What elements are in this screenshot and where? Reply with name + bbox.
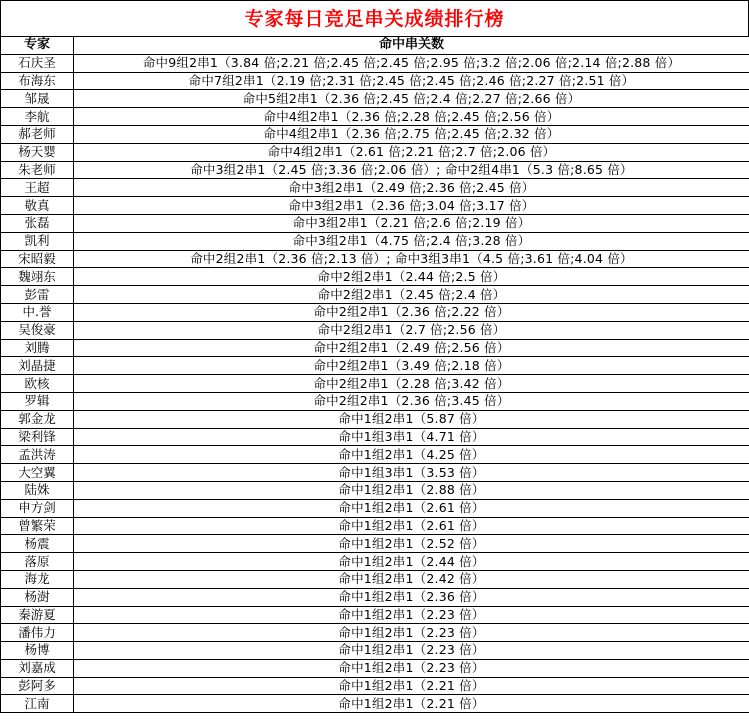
result-cell: 命中2组2串1（3.49 倍;2.18 倍） [74, 357, 749, 375]
result-cell: 命中4组2串1（2.61 倍;2.21 倍;2.7 倍;2.06 倍） [74, 143, 749, 161]
table-row [1, 197, 749, 215]
table-row [1, 499, 749, 517]
result-cell: 命中1组2串1（2.88 倍） [74, 481, 749, 499]
expert-name-cell: 江南 [1, 695, 74, 713]
table-row [1, 143, 749, 161]
result-cell: 命中2组2串1（2.28 倍;3.42 倍） [74, 375, 749, 393]
result-cell: 命中1组3串1（3.53 倍） [74, 464, 749, 482]
table-row [1, 321, 749, 339]
result-cell: 命中2组2串1（2.44 倍;2.5 倍） [74, 268, 749, 286]
table-row [1, 570, 749, 588]
expert-name-cell: 朱老师 [1, 161, 74, 179]
table-row [1, 72, 749, 90]
table-row [1, 125, 749, 143]
expert-name-cell: 海龙 [1, 570, 74, 588]
result-cell: 命中1组2串1（2.52 倍） [74, 535, 749, 553]
result-cell: 命中3组2串1（2.36 倍;3.04 倍;3.17 倍） [74, 197, 749, 215]
table-row [1, 481, 749, 499]
result-cell: 命中3组2串1（2.45 倍;3.36 倍;2.06 倍）; 命中2组4串1（5.3 倍;8.65 倍） [74, 161, 749, 179]
table-row [1, 677, 749, 695]
expert-name-cell: 陆姝 [1, 481, 74, 499]
result-cell: 命中9组2串1（3.84 倍;2.21 倍;2.45 倍;2.45 倍;2.95 倍;3.2 倍;2.06 倍;2.14 倍;2.88 倍） [74, 54, 749, 72]
expert-name-cell: 张磊 [1, 214, 74, 232]
expert-name-cell: 彭雷 [1, 286, 74, 304]
expert-name-cell: 罗辑 [1, 392, 74, 410]
expert-name-cell: 杨澍 [1, 588, 74, 606]
result-cell: 命中3组2串1（2.21 倍;2.6 倍;2.19 倍） [74, 214, 749, 232]
result-cell: 命中4组2串1（2.36 倍;2.75 倍;2.45 倍;2.32 倍） [74, 125, 749, 143]
result-cell: 命中1组2串1（2.61 倍） [74, 517, 749, 535]
result-cell: 命中1组2串1（2.23 倍） [74, 624, 749, 642]
expert-name-cell: 杨博 [1, 642, 74, 660]
table-row [1, 624, 749, 642]
expert-name-cell: 中.誉 [1, 303, 74, 321]
table-row [1, 392, 749, 410]
result-cell: 命中1组2串1（2.61 倍） [74, 499, 749, 517]
expert-name-cell: 敬真 [1, 197, 74, 215]
table-row [1, 286, 749, 304]
expert-name-cell: 大空翼 [1, 464, 74, 482]
expert-name-cell: 秦游夏 [1, 606, 74, 624]
result-cell: 命中7组2串1（2.19 倍;2.31 倍;2.45 倍;2.45 倍;2.46 倍;2.27 倍;2.51 倍） [74, 72, 749, 90]
expert-name-cell: 邹晟 [1, 90, 74, 108]
table-row [1, 339, 749, 357]
expert-name-cell: 李航 [1, 108, 74, 126]
table-row [1, 517, 749, 535]
table-row [1, 90, 749, 108]
table-row [1, 179, 749, 197]
expert-name-cell: 凯利 [1, 232, 74, 250]
result-cell: 命中1组2串1（2.23 倍） [74, 659, 749, 677]
result-cell: 命中1组2串1（4.25 倍） [74, 446, 749, 464]
result-cell: 命中1组2串1（2.21 倍） [74, 695, 749, 713]
table-row [1, 108, 749, 126]
table-row [1, 268, 749, 286]
table-row [1, 161, 749, 179]
expert-name-cell: 梁利锋 [1, 428, 74, 446]
expert-name-cell: 落原 [1, 553, 74, 571]
result-cell: 命中2组2串1（2.49 倍;2.56 倍） [74, 339, 749, 357]
table-row [1, 606, 749, 624]
table-row [1, 375, 749, 393]
ranking-table [0, 36, 749, 713]
result-cell: 命中1组2串1（2.36 倍） [74, 588, 749, 606]
header-result: 命中串关数 [74, 37, 749, 55]
table-row [1, 303, 749, 321]
expert-name-cell: 杨震 [1, 535, 74, 553]
table-row [1, 357, 749, 375]
page-title: 专家每日竞足串关成绩排行榜 [0, 0, 749, 36]
table-row [1, 214, 749, 232]
table-row [1, 659, 749, 677]
table-row [1, 232, 749, 250]
expert-name-cell: 宋昭毅 [1, 250, 74, 268]
result-cell: 命中5组2串1（2.36 倍;2.45 倍;2.4 倍;2.27 倍;2.66 倍） [74, 90, 749, 108]
expert-name-cell: 石庆圣 [1, 54, 74, 72]
table-row [1, 54, 749, 72]
header-row [1, 37, 749, 55]
expert-name-cell: 孟洪涛 [1, 446, 74, 464]
table-row [1, 588, 749, 606]
result-cell: 命中3组2串1（4.75 倍;2.4 倍;3.28 倍） [74, 232, 749, 250]
expert-name-cell: 潘伟力 [1, 624, 74, 642]
expert-name-cell: 曾繁荣 [1, 517, 74, 535]
result-cell: 命中2组2串1（2.45 倍;2.4 倍） [74, 286, 749, 304]
expert-name-cell: 刘嘉成 [1, 659, 74, 677]
expert-name-cell: 魏翊东 [1, 268, 74, 286]
result-cell: 命中2组2串1（2.36 倍;3.45 倍） [74, 392, 749, 410]
table-row [1, 535, 749, 553]
header-expert: 专家 [1, 37, 74, 55]
result-cell: 命中1组2串1（2.44 倍） [74, 553, 749, 571]
result-cell: 命中2组2串1（2.36 倍;2.22 倍） [74, 303, 749, 321]
table-row [1, 553, 749, 571]
expert-name-cell: 申方剑 [1, 499, 74, 517]
result-cell: 命中2组2串1（2.7 倍;2.56 倍） [74, 321, 749, 339]
expert-name-cell: 刘晶捷 [1, 357, 74, 375]
table-row [1, 410, 749, 428]
expert-name-cell: 吴俊豪 [1, 321, 74, 339]
expert-name-cell: 刘腾 [1, 339, 74, 357]
table-body [1, 54, 749, 712]
result-cell: 命中1组2串1（2.23 倍） [74, 642, 749, 660]
table-row [1, 428, 749, 446]
table-row [1, 250, 749, 268]
expert-name-cell: 王超 [1, 179, 74, 197]
result-cell: 命中1组2串1（2.42 倍） [74, 570, 749, 588]
table-row [1, 695, 749, 713]
expert-name-cell: 杨天婴 [1, 143, 74, 161]
result-cell: 命中4组2串1（2.36 倍;2.28 倍;2.45 倍;2.56 倍） [74, 108, 749, 126]
expert-name-cell: 布海东 [1, 72, 74, 90]
expert-name-cell: 郝老师 [1, 125, 74, 143]
result-cell: 命中1组3串1（4.71 倍） [74, 428, 749, 446]
result-cell: 命中3组2串1（2.49 倍;2.36 倍;2.45 倍） [74, 179, 749, 197]
result-cell: 命中1组2串1（5.87 倍） [74, 410, 749, 428]
result-cell: 命中2组2串1（2.36 倍;2.13 倍）; 命中3组3串1（4.5 倍;3.61 倍;4.04 倍） [74, 250, 749, 268]
table-row [1, 464, 749, 482]
expert-name-cell: 郭金龙 [1, 410, 74, 428]
result-cell: 命中1组2串1（2.23 倍） [74, 606, 749, 624]
expert-name-cell: 欧核 [1, 375, 74, 393]
result-cell: 命中1组2串1（2.21 倍） [74, 677, 749, 695]
table-row [1, 446, 749, 464]
expert-name-cell: 彭阿多 [1, 677, 74, 695]
table-row [1, 642, 749, 660]
